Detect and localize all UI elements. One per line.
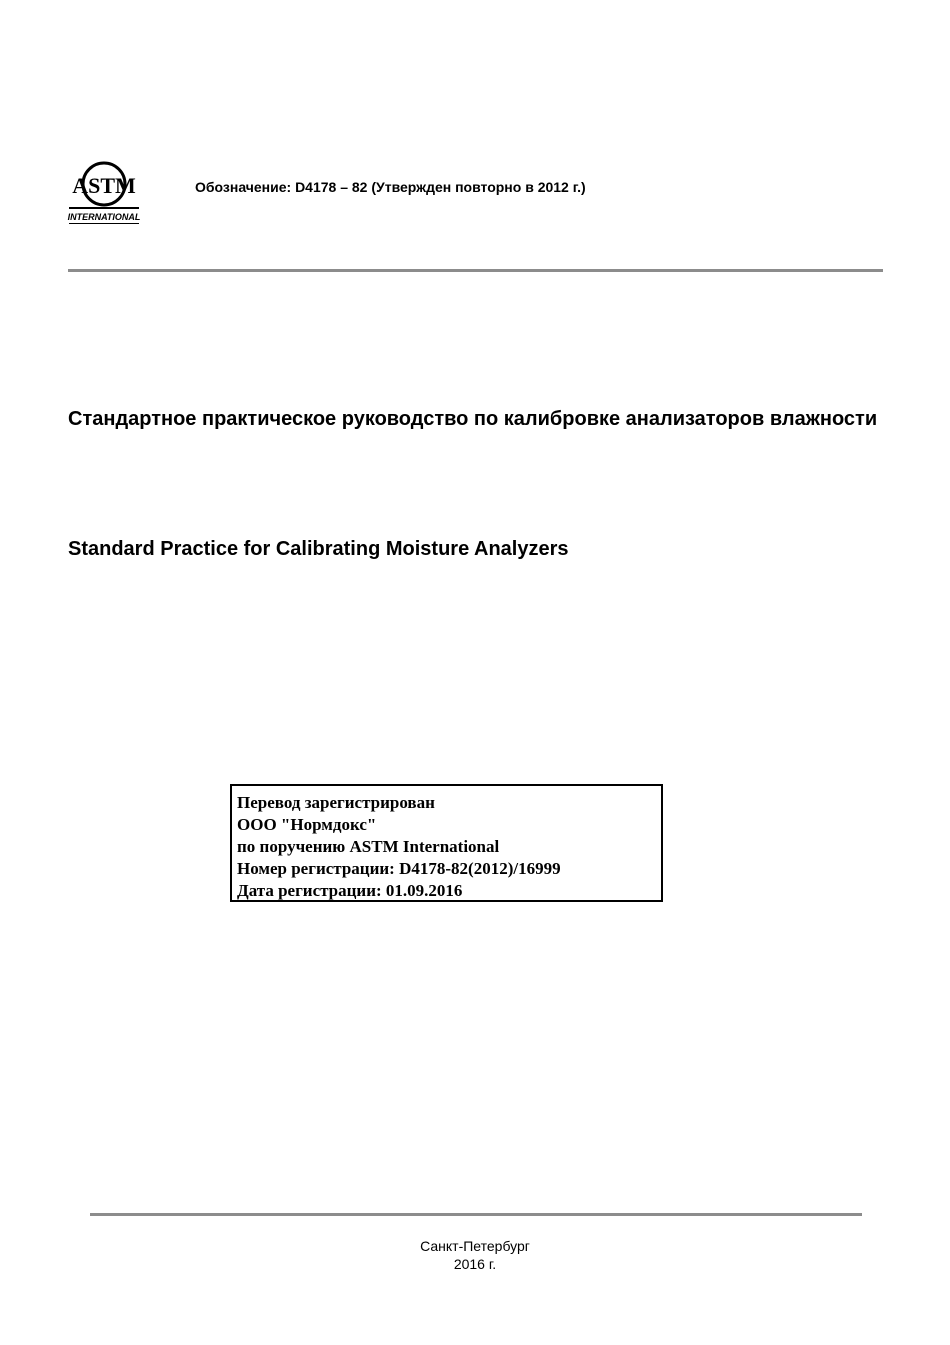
logo-subtitle: INTERNATIONAL <box>67 212 141 222</box>
registration-date: Дата регистрации: 01.09.2016 <box>237 881 463 900</box>
top-divider <box>68 269 883 272</box>
registration-line: ООО "Нормдокс" <box>237 815 377 834</box>
registration-line: Перевод зарегистрирован <box>237 793 435 812</box>
astm-logo <box>66 160 142 228</box>
footer <box>0 1237 950 1273</box>
logo-letters: ASTM <box>72 173 136 198</box>
registration-box <box>230 784 663 902</box>
astm-logo-icon <box>66 160 142 228</box>
footer-city: Санкт-Петербург <box>420 1238 530 1254</box>
bottom-divider <box>90 1213 862 1216</box>
title-english: Standard Practice for Calibrating Moisture Analyzers <box>68 538 569 560</box>
designation: Обозначение: D4178 – 82 (Утвержден повторно в 2012 г.) <box>195 179 586 195</box>
registration-number: Номер регистрации: D4178-82(2012)/16999 <box>237 859 561 878</box>
footer-year: 2016 г. <box>453 1256 497 1272</box>
title-russian: Стандартное практическое руководство по калибровке анализаторов влажности <box>68 408 878 430</box>
registration-line: по поручению ASTM International <box>237 837 500 856</box>
